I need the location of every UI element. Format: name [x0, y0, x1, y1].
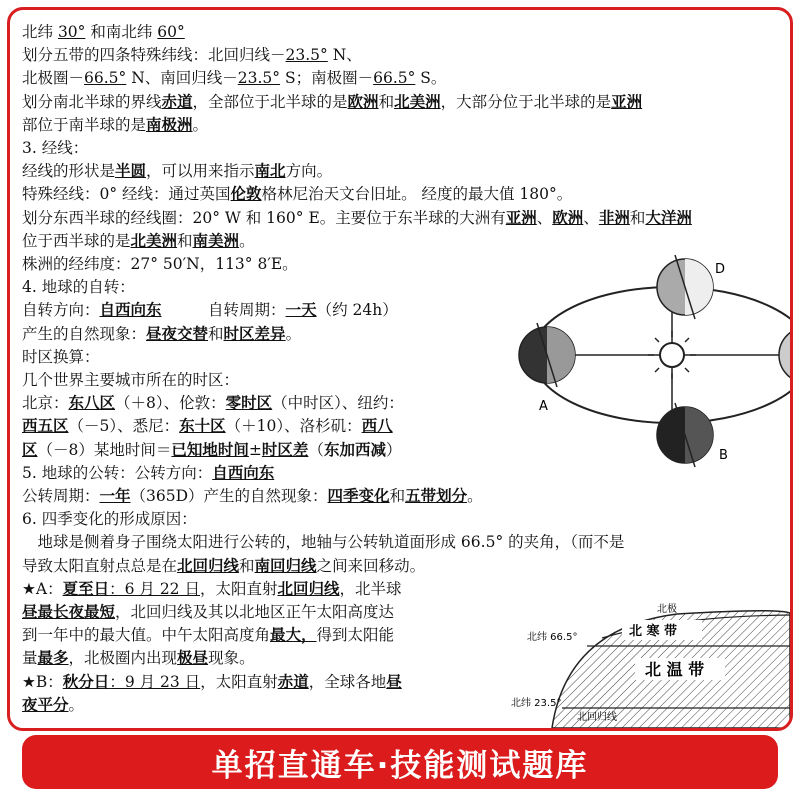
- text-line: [22, 347, 100, 367]
- text-segment: ，北半球: [339, 579, 402, 598]
- text-segment: ，北回归线及其以北地区正午太阳高度达: [115, 603, 395, 621]
- text-segment: 和: [629, 208, 646, 227]
- text-segment: 几个世界主要城市所在的时区：: [22, 371, 240, 389]
- text-segment: 昼夜交替: [146, 323, 209, 343]
- text-segment: 大洋洲: [645, 207, 692, 227]
- orbit-label-d: D: [715, 262, 726, 277]
- text-segment: 5. 地球的公转：公转方向：: [22, 463, 213, 482]
- text-segment: ，全球各地: [308, 672, 387, 691]
- text-segment: （－8）某地时间＝: [37, 440, 172, 459]
- text-segment: 之间来回移动。: [316, 556, 426, 575]
- text-segment: 66.5°: [373, 69, 416, 88]
- zones-label-tropic-line: 北回归线: [577, 712, 617, 723]
- text-segment: 伦敦: [230, 184, 262, 204]
- text-segment: 特殊经线：0° 经线：通过英国: [22, 185, 231, 204]
- text-line: [22, 625, 394, 645]
- text-segment: 北美洲: [394, 91, 441, 111]
- text-segment: 和南北纬: [85, 23, 158, 41]
- text-segment: ，北极圈内出现: [68, 649, 178, 668]
- text-segment: 株洲的经纬度：27° 50′N，113° 8′E。: [22, 255, 298, 273]
- zones-label-north-temperate: 北 温 带: [645, 660, 705, 679]
- text-segment: ★B：: [22, 672, 63, 691]
- text-segment: 时区换算：: [22, 347, 100, 366]
- text-line: [22, 300, 398, 320]
- text-segment: 南极洲: [146, 114, 193, 134]
- earth-orbit-diagram: [507, 245, 790, 480]
- text-segment: 位于西半球的是: [22, 231, 131, 250]
- text-segment: 到一年中的最大值。中午太阳高度角: [22, 626, 271, 645]
- text-line: [22, 486, 483, 506]
- text-segment: 时区差异: [223, 323, 286, 343]
- text-segment: 导致太阳直射点总是在: [22, 556, 178, 575]
- text-segment: 。: [68, 695, 85, 714]
- text-segment: （＋10）、洛杉矶：: [225, 417, 362, 436]
- text-line: [22, 138, 88, 158]
- text-segment: 五带划分: [405, 486, 468, 505]
- text-line: [22, 184, 572, 204]
- text-line: [22, 393, 404, 413]
- text-line: [22, 324, 301, 344]
- text-segment: 非洲: [598, 207, 630, 227]
- text-segment: 经线的形状是: [22, 162, 116, 181]
- text-segment: 和: [378, 92, 395, 111]
- text-segment: 公转周期：: [22, 487, 100, 505]
- text-segment: 部位于南半球的是: [22, 115, 147, 134]
- text-segment: 产生的自然现象：: [22, 324, 147, 343]
- text-line: [22, 695, 84, 715]
- text-line: [22, 416, 393, 436]
- text-segment: 昼: [386, 671, 402, 691]
- text-segment: 。: [285, 324, 302, 343]
- text-segment: 四季变化: [327, 486, 390, 505]
- text-line: [22, 45, 362, 65]
- text-segment: 亚洲: [505, 207, 537, 227]
- text-segment: 60°: [157, 23, 185, 41]
- text-segment: 亚洲: [611, 91, 643, 111]
- text-segment: 划分东西半球的经线圈：20° W 和 160° E。主要位于东半球的大洲有: [22, 208, 506, 227]
- text-segment: 自西向东: [212, 462, 275, 482]
- text-segment: 6. 四季变化的形成原因：: [22, 510, 197, 529]
- text-segment: 一年: [99, 486, 131, 505]
- text-segment: 和: [239, 556, 255, 575]
- text-segment: ★A：: [22, 579, 63, 598]
- text-segment: 和: [177, 231, 193, 250]
- orbit-label-a: A: [539, 399, 548, 414]
- text-segment: 自西向东: [99, 300, 162, 320]
- zones-label-arctic-lat: 北纬 66.5°: [527, 632, 578, 643]
- orbit-label-b: B: [719, 448, 728, 463]
- text-segment: 南回归线: [254, 555, 317, 575]
- text-segment: 东八区: [68, 393, 116, 413]
- text-line: [22, 672, 402, 692]
- text-segment: 30°: [57, 23, 86, 41]
- zones-label-north-pole: 北极: [657, 604, 677, 615]
- text-segment: 。: [467, 487, 483, 505]
- text-segment: 地球是侧着身子围绕太阳进行公转的，地轴与公转轨道面形成 66.5° 的夹角，（而不是: [22, 533, 625, 552]
- text-line: [22, 648, 255, 668]
- text-segment: 昼最长夜最短: [22, 602, 116, 621]
- text-line: [22, 208, 692, 228]
- text-line: [22, 254, 298, 274]
- text-line: [22, 115, 208, 135]
- climate-zones-diagram: [507, 588, 790, 728]
- text-segment: 赤道: [277, 671, 309, 691]
- text-line: [22, 440, 401, 460]
- text-segment: 划分五带的四条特殊纬线：北回归线－: [22, 46, 286, 65]
- text-segment: 、: [536, 208, 553, 227]
- text-line: [22, 22, 185, 42]
- text-segment: 23.5°: [237, 69, 281, 88]
- text-segment: 南北: [254, 161, 286, 181]
- text-segment: （365D）产生的自然现象：: [130, 487, 328, 505]
- text-segment: 4. 地球的自转：: [22, 278, 135, 297]
- title-banner: [22, 735, 778, 789]
- text-segment: 格林尼治天文台旧址。 经度的最大值 180°。: [261, 185, 573, 204]
- text-segment: 区: [22, 439, 38, 459]
- text-line: [22, 370, 239, 390]
- text-segment: 。: [239, 231, 255, 250]
- text-segment: 半圆: [115, 161, 147, 181]
- text-segment: 南美洲: [192, 230, 240, 250]
- text-segment: 东加西减: [323, 439, 386, 459]
- text-segment: （中时区）、纽约：: [272, 394, 404, 413]
- text-segment: ，太阳直射: [199, 579, 278, 598]
- text-segment: ，可以用来指示: [146, 162, 255, 181]
- text-segment: 、: [583, 208, 599, 227]
- text-segment: S；南极圈－: [280, 69, 374, 88]
- text-segment: 最大，: [270, 625, 317, 645]
- text-segment: 夏至日: [62, 578, 110, 598]
- text-segment: 秋分日: [62, 671, 110, 691]
- text-segment: （－5）、悉尼：: [68, 417, 180, 436]
- text-segment: 极昼: [177, 648, 209, 668]
- text-segment: 夜平分: [22, 694, 69, 714]
- text-segment: ，全部位于北半球的是: [192, 92, 348, 111]
- text-segment: S。: [415, 69, 447, 88]
- text-segment: 欧洲: [552, 207, 584, 227]
- text-segment: 和: [208, 324, 224, 343]
- text-segment: 北京：: [22, 394, 69, 413]
- text-segment: 零时区: [225, 393, 273, 413]
- text-segment: 西五区: [22, 416, 69, 436]
- text-segment: 方向。: [285, 162, 333, 181]
- text-segment: N、南回归线－: [126, 69, 238, 88]
- text-segment: 自转周期：: [161, 301, 286, 320]
- text-segment: ：6 月 22 日: [109, 579, 200, 598]
- text-line: [22, 463, 274, 483]
- text-segment: ，太阳直射: [200, 672, 278, 691]
- text-segment: 66.5°: [84, 69, 127, 88]
- text-segment: 得到太阳能: [316, 626, 395, 645]
- text-line: [22, 509, 197, 529]
- text-segment: 量: [22, 649, 38, 668]
- text-segment: 最多: [37, 648, 69, 668]
- text-segment: ±: [248, 440, 262, 459]
- text-segment: （约 24h）: [316, 301, 398, 320]
- zones-label-north-frigid: 北 寒 带: [629, 624, 678, 639]
- text-line: [22, 161, 332, 181]
- text-segment: ，大部分位于北半球的是: [440, 92, 612, 111]
- text-segment: 北回归线: [177, 555, 240, 575]
- text-segment: 北极圈－: [22, 69, 85, 88]
- text-segment: 北回归线: [277, 578, 340, 598]
- text-segment: 赤道: [161, 91, 193, 111]
- document-frame: [7, 7, 793, 731]
- text-segment: 。: [192, 115, 209, 134]
- text-line: [22, 231, 255, 251]
- text-line: [22, 602, 394, 622]
- text-segment: 和: [389, 487, 406, 505]
- text-segment: ）: [385, 440, 402, 459]
- text-segment: 西八: [361, 416, 393, 436]
- text-segment: 北美洲: [130, 230, 178, 250]
- text-line: [22, 532, 624, 552]
- text-line: [22, 68, 446, 88]
- text-segment: （＋8）、伦敦：: [115, 394, 226, 413]
- text-line: [22, 92, 642, 112]
- text-segment: 23.5°: [285, 46, 328, 65]
- text-segment: 时区差: [261, 439, 309, 459]
- text-segment: N、: [327, 46, 362, 65]
- text-segment: 北纬: [22, 23, 58, 41]
- text-segment: 已知地时间: [171, 439, 249, 459]
- text-segment: 划分南北半球的界线: [22, 92, 162, 111]
- text-segment: 3. 经线：: [22, 139, 89, 157]
- zones-label-tropic-lat: 北纬 23.5°: [511, 698, 562, 709]
- text-segment: ：9 月 23 日: [109, 672, 201, 691]
- text-segment: 自转方向：: [22, 301, 100, 320]
- text-segment: 现象。: [208, 649, 255, 668]
- text-segment: 欧洲: [347, 91, 379, 111]
- text-line: [22, 579, 402, 599]
- text-segment: 一天: [285, 300, 317, 320]
- text-segment: （: [308, 440, 324, 459]
- text-line: [22, 556, 425, 576]
- text-line: [22, 277, 135, 297]
- text-segment: 东十区: [179, 416, 226, 436]
- banner-text: 单招直通车·技能测试题库: [211, 747, 589, 784]
